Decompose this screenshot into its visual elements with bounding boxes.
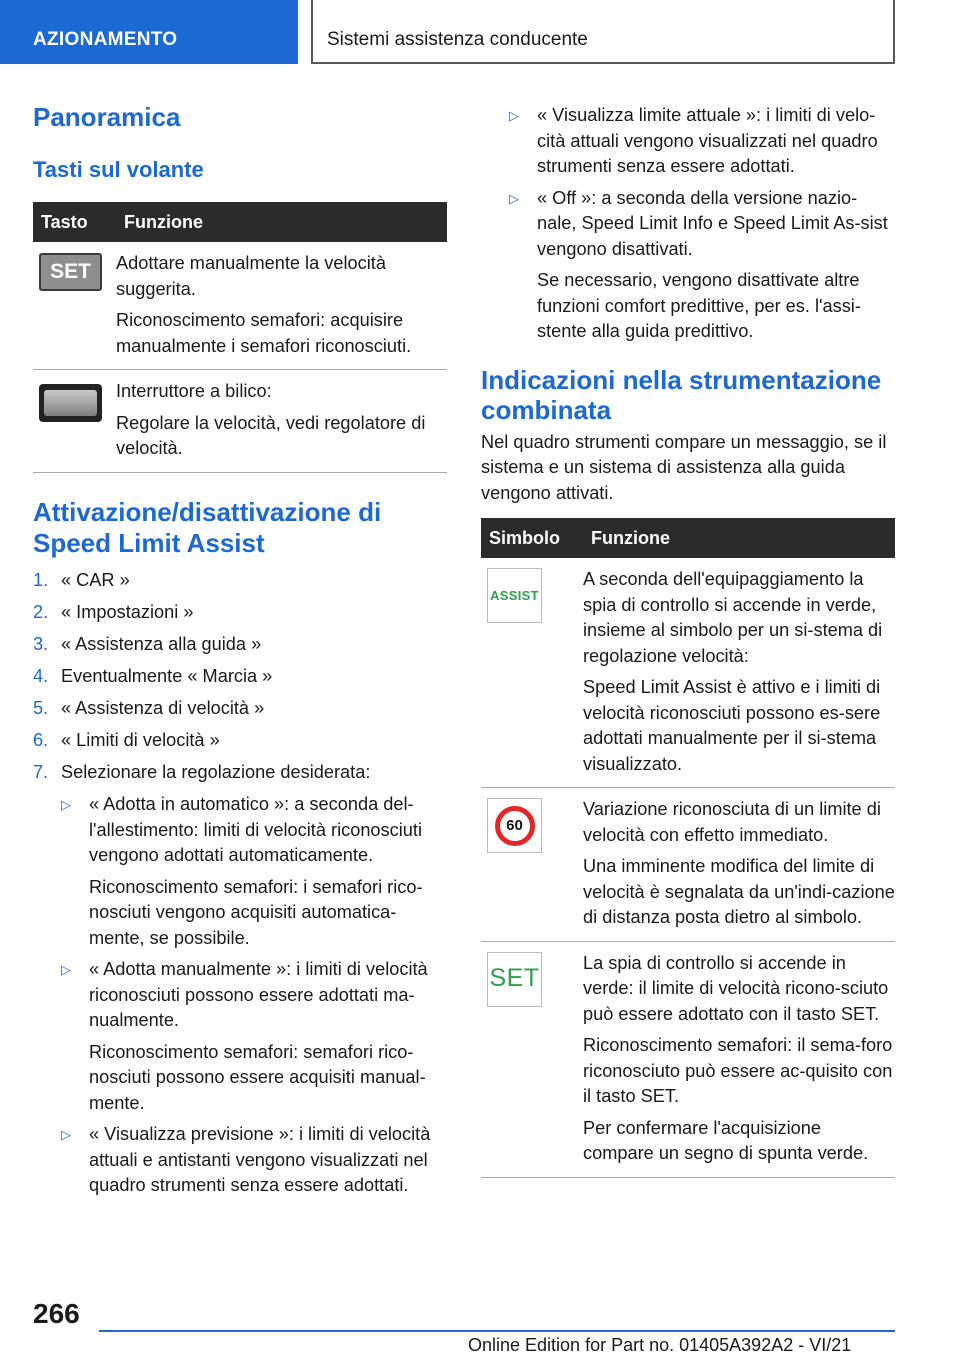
footer-divider — [99, 1330, 895, 1332]
list-item: 5. « Assistenza di velocità » — [33, 697, 265, 718]
section-title: Indicazioni nella strumentazione combinata — [481, 364, 882, 425]
list-item: ▷ « Visualizza previsione »: i limiti di velocità attuali e antistanti vengono visualizzati nel quadro strumenti senza essere adottati. — [61, 1124, 431, 1195]
left-column — [33, 100, 447, 1205]
table-row: ASSIST A seconda dell'equipaggiamento la spia di controllo si accende in verde, insieme al simbolo per un si-stema di regolazione velocità: Speed Limit Assist è attivo e i limiti di velocità riconosciuti possono es-sere adottati manualmente per il si-stema visualizzato. — [481, 558, 895, 788]
page-number: 266 — [33, 1298, 80, 1329]
list-item: 4. Eventualmente « Marcia » — [33, 665, 273, 686]
table-row — [33, 370, 447, 473]
table-row — [33, 242, 447, 370]
section-title: Attivazione/disattivazione di Speed Limit Assist — [33, 496, 382, 558]
row-text: Interruttore a bilico: — [116, 381, 272, 401]
section-tab: AZIONAMENTO — [0, 0, 298, 64]
options-list — [481, 103, 895, 345]
buttons-table — [33, 202, 447, 473]
set-indicator-icon: SET — [487, 952, 542, 1007]
list-item: 7. Selezionare la regolazione desiderata: ▷ « Adotta in automatico »: a seconda del-l'allestimento: limiti di velocità riconosciuti vengono adottati automaticamente. Riconoscimento semafori: i semafori rico-nosciuti vengono acquisiti automatica-mente, se possibile. ▷ « Adotta manualmente »: i limiti di velocità riconosciuti possono essere adottati ma-nualmente. Riconoscimento semafori: semafori rico-nosciuti possono essere acquisiti manual-mente. ▷ « Visualizza previsione »: i limiti di velocità attuali e antistanti vengono visualizzati nel quadro strumenti senza essere adottati. — [33, 760, 447, 1199]
table-row: 60 Variazione riconosciuta di un limite di velocità con effetto immediato. Una imminente modifica del limite di velocità è segnalata da un'indi-cazione di distanza posta dietro al simbolo. — [481, 788, 895, 942]
list-item: 6. « Limiti di velocità » — [33, 729, 220, 750]
list-item: 3. « Assistenza alla guida » — [33, 633, 262, 654]
table-header-symbol: Simbolo — [481, 518, 583, 558]
list-item: ▷ « Adotta manualmente »: i limiti di velocità riconosciuti possono essere adottati ma-nualmente. Riconoscimento semafori: semafori rico-nosciuti possono essere acquisiti manual-mente. — [61, 959, 428, 1113]
edition-text: Online Edition for Part no. 01405A392A2 - VI/21 — [468, 1335, 852, 1355]
list-item: ▷ « Visualizza limite attuale »: i limiti di velo-cità attuali vengono visualizzati nel quadro strumenti senza essere adottati. — [509, 105, 878, 176]
row-text: Regolare la velocità, vedi regolatore di velocità. — [116, 412, 426, 458]
triangle-bullet-icon: ▷ — [509, 190, 519, 206]
row-text: Adottare manualmente la velocità suggerita. — [116, 253, 386, 299]
triangle-bullet-icon: ▷ — [61, 962, 71, 977]
options-list — [61, 792, 447, 1199]
intro-text: Nel quadro strumenti compare un messaggio, se il sistema e un sistema di assistenza alla guida vengono attivati. — [481, 431, 887, 503]
right-column — [481, 100, 895, 1178]
list-item: 1. « CAR » — [33, 569, 130, 590]
table-header-function: Funzione — [116, 202, 447, 242]
rocker-switch-icon — [39, 384, 102, 422]
triangle-bullet-icon: ▷ — [61, 1127, 71, 1142]
table-row: SET La spia di controllo si accende in verde: il limite di velocità ricono-sciuto può essere adottato con il tasto SET. Riconoscimento semafori: il sema-foro riconosciuto può essere ac-quisito con il tasto SET. Per confermare l'acquisizione compare un segno di spunta verde. — [481, 941, 895, 1177]
symbols-table — [481, 518, 895, 1178]
list-item: ▷ « Adotta in automatico »: a seconda del-l'allestimento: limiti di velocità riconosciuti vengono adottati automaticamente. Riconoscimento semafori: i semafori rico-nosciuti vengono acquisiti automatica-mente, se possibile. — [61, 794, 423, 948]
set-button-icon: SET — [39, 253, 102, 291]
table-header-key: Tasto — [33, 202, 116, 242]
triangle-bullet-icon: ▷ — [61, 797, 71, 812]
section-subtitle: Tasti sul volante — [33, 157, 204, 182]
list-item: 2. « Impostazioni » — [33, 601, 194, 622]
chapter-title: Sistemi assistenza conducente — [311, 0, 895, 64]
speed-limit-60-icon: 60 — [487, 798, 542, 853]
triangle-bullet-icon: ▷ — [509, 108, 519, 123]
table-header-function: Funzione — [583, 518, 895, 558]
page-title: Panoramica — [33, 102, 181, 132]
row-text: Riconoscimento semafori: acquisire manualmente i semafori riconosciuti. — [116, 310, 412, 356]
list-item: ▷ « Off »: a seconda della versione nazio-nale, Speed Limit Info e Speed Limit As-sist vengono disattivati. Se necessario, vengono disattivate altre funzioni comfort predittive, per es. l'assi-stente alla guida predittivo. — [509, 187, 888, 341]
assist-indicator-icon: ASSIST — [487, 568, 542, 623]
steps-list — [33, 568, 447, 1199]
